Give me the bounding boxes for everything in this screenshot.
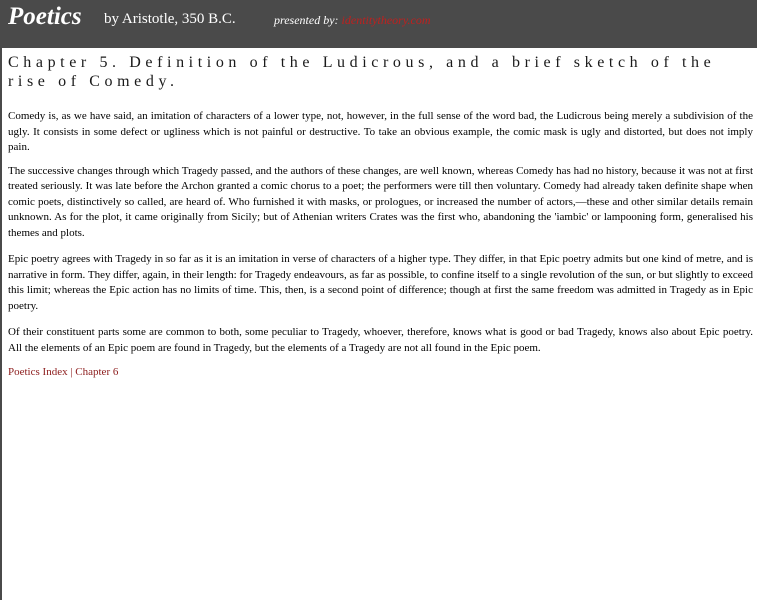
next-chapter-link[interactable]: Chapter 6	[75, 366, 119, 378]
poetics-index-link[interactable]: Poetics Index	[8, 366, 68, 378]
presented-by-label: presented by:	[274, 13, 339, 27]
paragraph-3: Epic poetry agrees with Tragedy in so far as it is an imitation in verse of characters of a higher type. They differ, in that Epic poetry admits but one kind of metre, and is narrative in form. They differ, again, in their length: for Tragedy endeavours, as far as possible, to confine itself to a single revolution of the sun, or but slightly to exceed this limit; whereas the Epic action has no limits of time. This, then, is a second point of difference; though at first the same freedom was admitted in Tragedy as in Epic poetry.	[8, 253, 753, 312]
chapter-nav	[8, 365, 753, 380]
presenter-link[interactable]: identitytheory.com	[341, 13, 431, 27]
site-title: Poetics	[8, 3, 82, 30]
paragraph-4: Of their constituent parts some are common to both, some peculiar to Tragedy, whoever, therefore, knows what is good or bad Tragedy, knows also about Epic poetry. All the elements of an Epic poem are found in Tragedy, but the elements of a Tragedy are not all found in the Epic poem.	[8, 326, 753, 354]
main-content	[2, 53, 757, 380]
author-byline: by Aristotle, 350 B.C.	[104, 11, 236, 27]
nav-separator: |	[70, 366, 73, 378]
paragraph-2: The successive changes through which Tragedy passed, and the authors of these changes, are well known, whereas Comedy has had no history, because it was not at first treated seriously. It was late before the Archon granted a comic chorus to a poet; the performers were till then voluntary. Comedy had already taken definite shape when comic poets, distinctively so called, are heard of. Who furnished it with masks, or prologues, or increased the number of actors,—these and other similar details remain unknown. As for the plot, it came originally from Sicily; but of Athenian writers Crates was the first who, abandoning the 'iambic' or lampooning form, generalised his themes and plots.	[8, 164, 753, 239]
page-header	[2, 0, 757, 48]
presented-by	[274, 13, 431, 27]
chapter-title: Chapter 5. Definition of the Ludicrous, and a brief sketch of the rise of Comedy.	[8, 54, 716, 90]
paragraph-1: Comedy is, as we have said, an imitation of characters of a lower type, not, however, in the full sense of the word bad, the Ludicrous being merely a subdivision of the ugly. It consists in some defect or ugliness which is not painful or destructive. To take an obvious example, the comic mask is ugly and distorted, but does not imply pain.	[8, 110, 753, 153]
